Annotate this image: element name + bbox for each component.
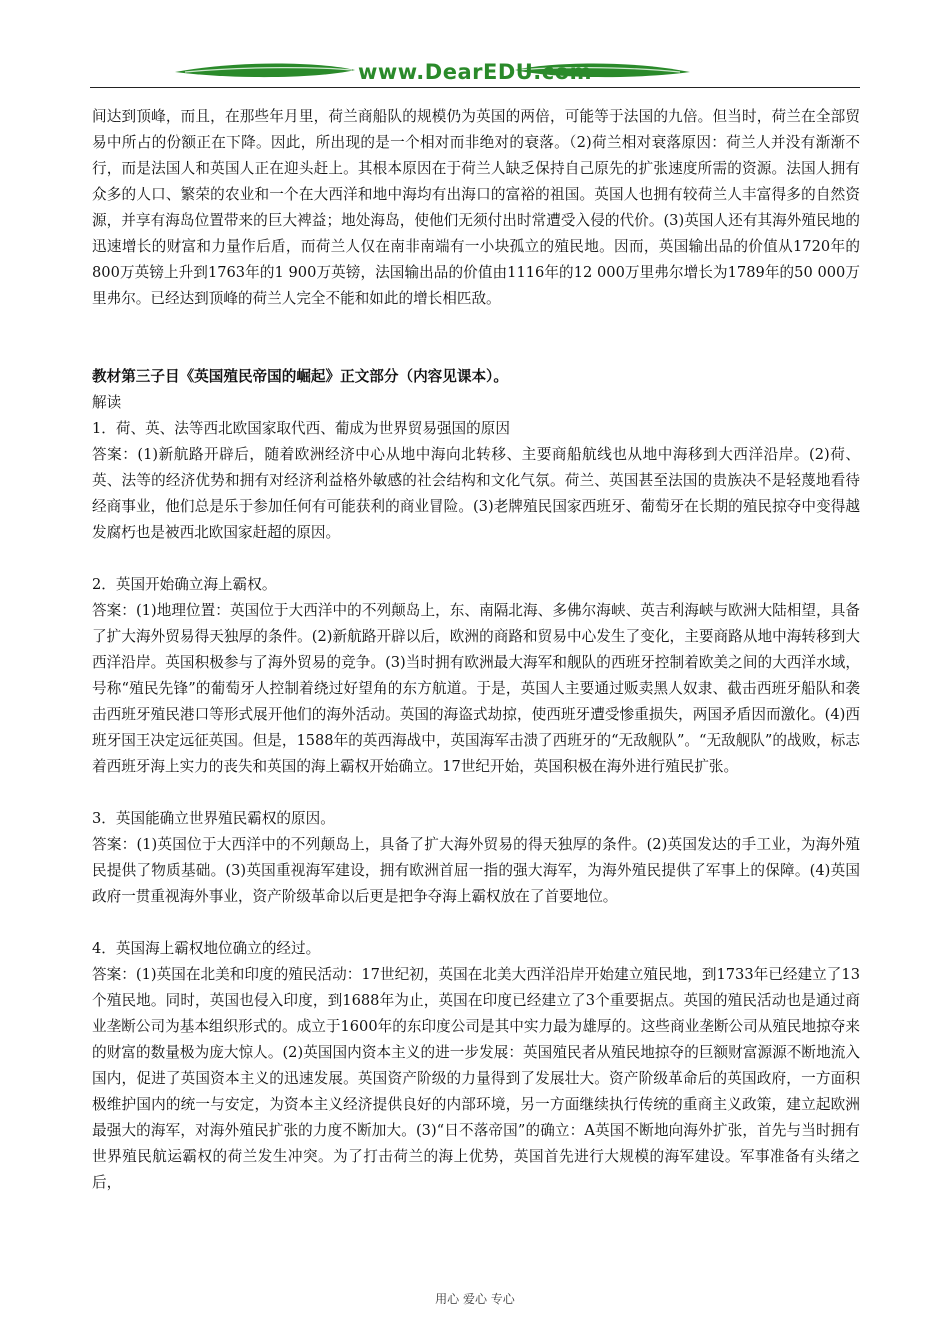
spacer <box>92 546 860 572</box>
paragraph-intro: 间达到顶峰，而且，在那些年月里，荷兰商船队的规模仍为英国的两倍，可能等于法国的九倍。但当时，荷兰在全部贸易中所占的份额正在下降。因此，所出现的是一个相对而非绝对的衰落。（2)荷兰相对衰落原因：荷兰人并没有渐渐不行，而是法国人和英国人正在迎头赶上。其根本原因在于荷兰人缺乏保持自己原先的扩张速度所需的资源。法国人拥有众多的人口、繁荣的农业和一个在大西洋和地中海均有出海口的富裕的祖国。英国人也拥有较荷兰人丰富得多的自然资源，并享有海岛位置带来的巨大裨益；地处海岛，使他们无须付出时常遭受入侵的代价。(3)英国人还有其海外殖民地的迅速增长的财富和力量作后盾，而荷兰人仅在南非南端有一小块孤立的殖民地。因而，英国输出品的价值从1720年的800万英镑上升到1763年的1 900万英镑，法国输出品的价值由1116年的12 000万里弗尔增长为1789年的50 000万里弗尔。已经达到顶峰的荷兰人完全不能和如此的增长相匹敌。 <box>92 108 860 307</box>
question-2: 2．英国开始确立海上霸权。 <box>92 576 277 593</box>
question-3: 3．英国能确立世界殖民霸权的原因。 <box>92 810 335 827</box>
page-footer: 用心 爱心 专心 <box>435 1292 515 1306</box>
spacer <box>92 780 860 806</box>
site-logo-text[interactable]: www.DearEDU.com <box>357 60 593 84</box>
answer-2: 答案：(1)地理位置：英国位于大西洋中的不列颠岛上，东、南隔北海、多佛尔海峡、英吉利海峡与欧洲大陆相望，具备了扩大海外贸易得天独厚的条件。(2)新航路开辟以后，欧洲的商路和贸易中心发生了变化，主要商路从地中海转移到大西洋沿岸。英国积极参与了海外贸易的竞争。(3)当时拥有欧洲最大海军和舰队的西班牙控制着欧美之间的大西洋水域，号称“殖民先锋”的葡萄牙人控制着绕过好望角的东方航道。于是，英国人主要通过贩卖黑人奴隶、截击西班牙船队和袭击西班牙殖民港口等形式展开他们的海外活动。英国的海盗式劫掠，使西班牙遭受惨重损失，两国矛盾因而激化。(4)西班牙国王决定远征英国。但是，1588年的英西海战中，英国海军击溃了西班牙的“无敌舰队”。“无敌舰队”的战败，标志着西班牙海上实力的丧失和英国的海上霸权开始确立。17世纪开始，英国积极在海外进行殖民扩张。 <box>92 602 860 775</box>
spacer <box>92 910 860 936</box>
answer-1: 答案：(1)新航路开辟后，随着欧洲经济中心从地中海向北转移、主要商船航线也从地中海移到大西洋沿岸。(2)荷、英、法等的经济优势和拥有对经济利益格外敏感的社会结构和文化气氛。荷兰、英国甚至法国的贵族决不是轻蔑地看待经商事业，他们总是乐于参加任何有可能获利的商业冒险。(3)老牌殖民国家西班牙、葡萄牙在长期的殖民掠夺中变得越发腐朽也是被西北欧国家赶超的原因。 <box>92 446 860 541</box>
spacer <box>92 312 860 364</box>
page-header <box>0 0 950 100</box>
answer-4: 答案：(1)英国在北美和印度的殖民活动：17世纪初，英国在北美大西洋沿岸开始建立殖民地，到1733年已经建立了13个殖民地。同时，英国也侵入印度，到1688年为止，英国在印度已经建立了3个重要据点。英国的殖民活动也是通过商业垄断公司为基本组织形式的。成立于1600年的东印度公司是其中实力最为雄厚的。这些商业垄断公司从殖民地掠夺来的财富的数量极为庞大惊人。(2)英国国内资本主义的进一步发展：英国殖民者从殖民地掠夺的巨额财富源源不断地流入国内，促进了英国资本主义的迅速发展。英国资产阶级的力量得到了发展壮大。资产阶级革命后的英国政府，一方面积极维护国内的统一与安定，为资本主义经济提供良好的内部环境，另一方面继续执行传统的重商主义政策，建立起欧洲最强大的海军，对海外殖民扩张的力度不断加大。(3)“日不落帝国”的确立：A英国不断地向海外扩张，首先与当时拥有世界殖民航运霸权的荷兰发生冲突。为了打击荷兰的海上优势，英国首先进行大规模的海军建设。军事准备有头绪之后， <box>92 966 860 1191</box>
section-title: 教材第三子目《英国殖民帝国的崛起》正文部分（内容见课本）。 <box>92 368 508 385</box>
question-4: 4．英国海上霸权地位确立的经过。 <box>92 940 321 957</box>
document-body <box>92 104 860 1196</box>
label-jiedu: 解读 <box>92 394 122 411</box>
question-1: 1．荷、英、法等西北欧国家取代西、葡成为世界贸易强国的原因 <box>92 420 510 437</box>
header-divider <box>90 87 860 88</box>
answer-3: 答案：(1)英国位于大西洋中的不列颠岛上，具备了扩大海外贸易的得天独厚的条件。(2)英国发达的手工业，为海外殖民提供了物质基础。(3)英国重视海军建设，拥有欧洲首屈一指的强大海军，为海外殖民提供了军事上的保障。(4)英国政府一贯重视海外事业，资产阶级革命以后更是把争夺海上霸权放在了首要地位。 <box>92 836 860 905</box>
